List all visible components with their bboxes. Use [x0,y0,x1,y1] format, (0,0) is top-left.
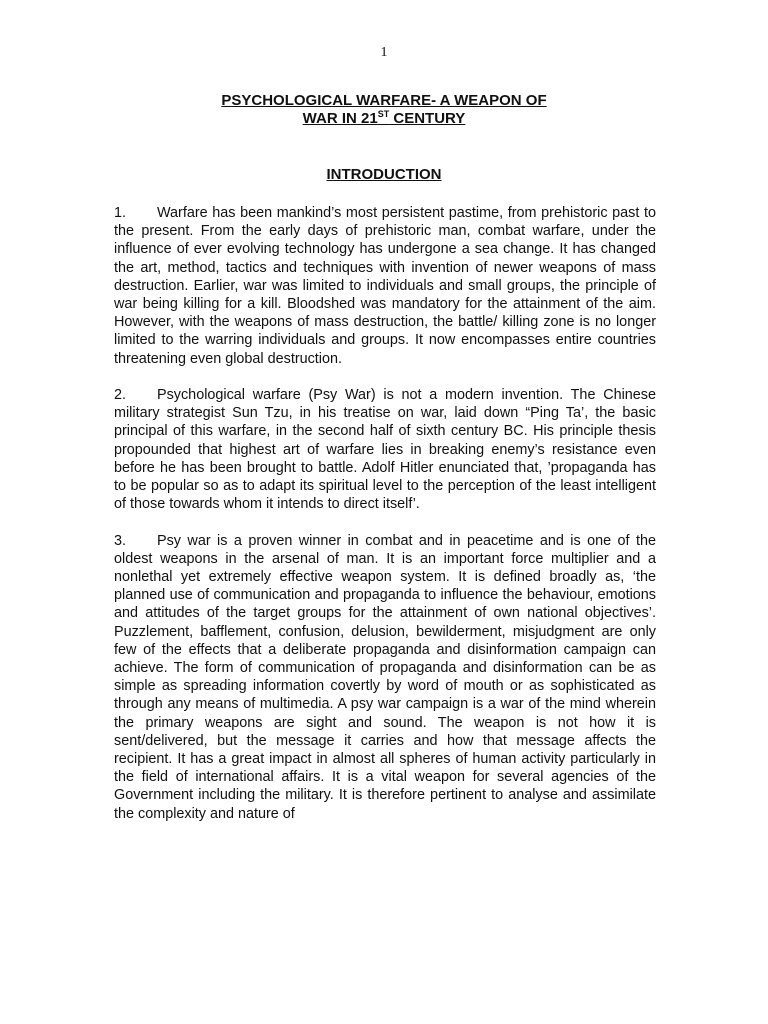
paragraph-text: Warfare has been mankind’s most persistent pastime, from prehistoric past to the present. From the early days of prehistoric man, combat warfare, under the influence of ever evolving technology has undergone a sea change. It has changed the art, method, tactics and techniques with invention of newer weapons of mass destruction. Earlier, war was limited to individuals and small groups, the principle of war being killing for a kill. Bloodshed was mandatory for the attainment of the aim. However, with the weapons of mass destruction, the battle/ killing zone is no longer limited to the warring individuals and groups. It now encompasses entire countries threatening even global destruction. [114,205,656,367]
title-line-2-suffix: CENTURY [389,110,466,127]
title-superscript: ST [377,109,390,119]
page-number: 1 [380,45,388,60]
paragraph-text: Psy war is a proven winner in combat and in peacetime and is one of the oldest weapons in the arsenal of man. It is an important force multiplier and a nonlethal yet extremely effective weapon system. It is defined broadly as, ‘the planned use of communication and propaganda to influence the behaviour, emotions and attitudes of the target groups for the attainment of own national objectives’. Puzzlement, bafflement, confusion, delusion, bewilderment, misjudgment are only few of the effects that a deliberate propaganda and disinformation campaign can achieve. The form of communication of propaganda and disinformation can be as simple as spreading information covertly by word of mouth or as sophisticated as through any means of multimedia. A psy war campaign is a war of the mind wherein the primary weapons are sight and sound. The weapon is not how it is sent/delivered, but the message it carries and how that message affects the recipient. It has a great impact in almost all spheres of human activity particularly in the field of international affairs. It is a vital weapon for several agencies of the Government including the military. It is therefore pertinent to analyse and assimilate the complexity and nature of [114,532,656,822]
paragraph-1 [114,204,656,368]
paragraph-text: Psychological warfare (Psy War) is not a modern invention. The Chinese military strategist Sun Tzu, in his treatise on war, laid down “Ping Ta’, the basic principal of this warfare, in the second half of sixth century BC. His principle thesis propounded that highest art of warfare lies in breaking enemy’s resistance even before he has been brought to battle. Adolf Hitler enunciated that, ’propaganda has to be popular so as to adapt its spiritual level to the perception of the least intelligent of those towards whom it intends to direct itself’. [114,387,656,513]
title-line-2 [114,110,654,128]
section-heading-introduction: INTRODUCTION [326,166,442,183]
body-text [114,204,656,841]
paragraph-number: 1. [114,205,127,221]
paragraph-3 [114,532,656,823]
title-line-2-prefix: WAR IN 21 [302,110,378,127]
paragraph-number: 2. [114,387,127,404]
paragraph-2 [114,386,656,513]
document-title [114,92,654,128]
paragraph-number: 3. [114,532,127,549]
title-line-1: PSYCHOLOGICAL WARFARE- A WEAPON OF [221,92,547,109]
